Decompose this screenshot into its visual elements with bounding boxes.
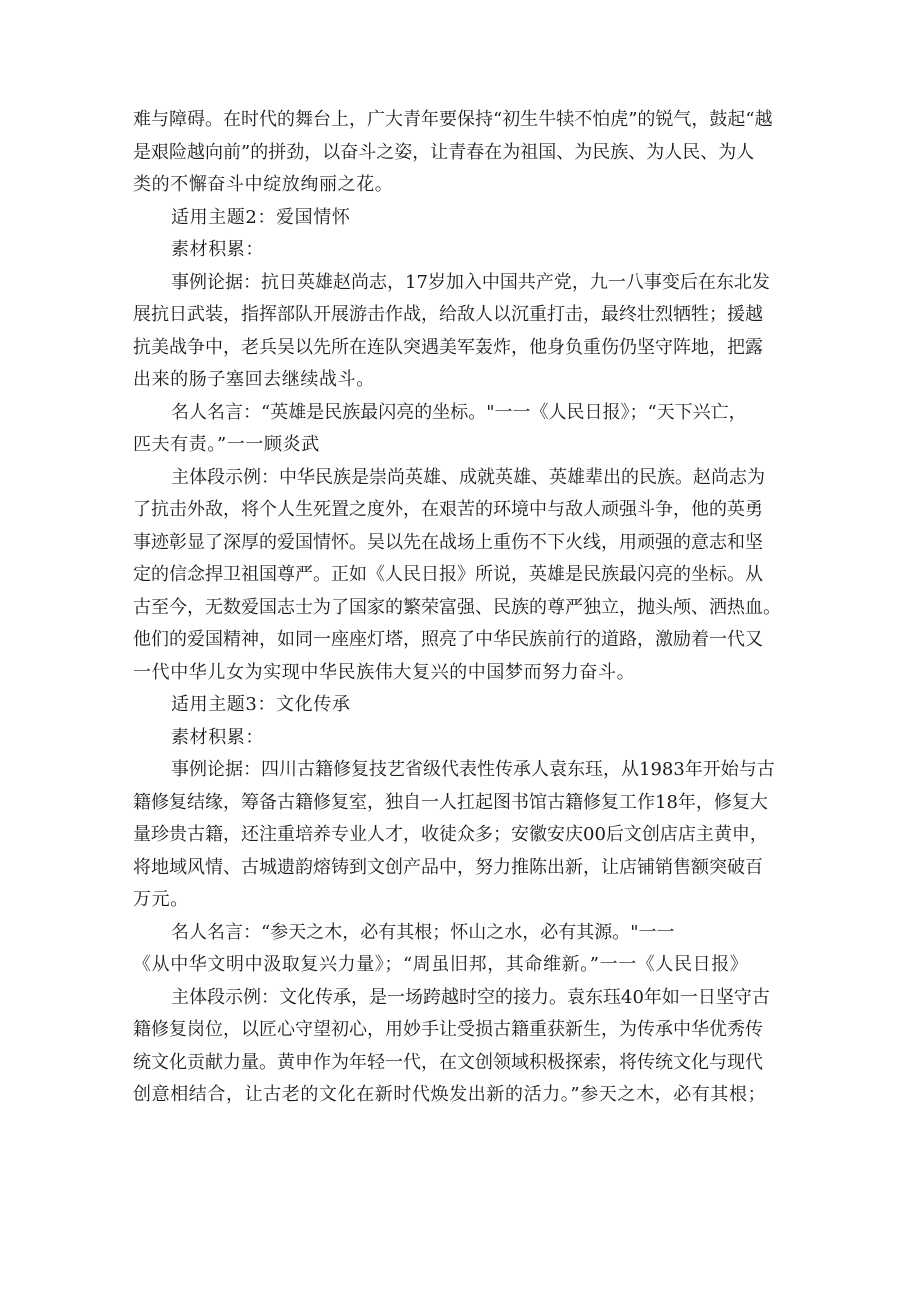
text-line: 主体段示例：文化传承，是一场跨越时空的接力。袁东珏40年如一日坚守古	[171, 986, 770, 1008]
text-line: 难与障碍。在时代的舞台上，广大青年要保持“初生牛犊不怕虎”的锐气，鼓起“越	[133, 109, 773, 130]
text-line: 名人名言：“参天之木，必有其根；怀山之水，必有其源。"一一	[171, 921, 675, 943]
text-line: 定的信念捍卫祖国尊严。正如《人民日报》所说，英雄是民族最闪亮的坐标。从	[133, 564, 763, 585]
text-line: 古至今，无数爱国志士为了国家的繁荣富强、民族的尊严独立，抛头颅、洒热血。	[133, 596, 781, 618]
text-line: 素材积累：	[171, 726, 264, 748]
text-line: 是艰险越向前”的拼劲，以奋斗之姿，让青春在为祖国、为民族、为人民、为人	[133, 141, 755, 163]
text-line: 万元。	[133, 889, 189, 910]
text-line: 统文化贡献力量。黄申作为年轻一代，在文创领域积极探索，将传统文化与现代	[133, 1051, 763, 1073]
text-line: 抗美战争中，老兵吴以先所在连队突遇美军轰炸，他身负重伤仍坚守阵地，把露	[133, 336, 763, 358]
text-line: 将地域风情、古城遗韵熔铸到文创产品中，努力推陈出新，让店铺销售额突破百	[133, 856, 763, 878]
text-line: 适用主题2：爱国情怀	[171, 206, 351, 228]
text-line: 事例论据：抗日英雄赵尚志，17岁加入中国共产党，九一八事变后在东北发	[171, 271, 770, 293]
text-line: 匹夫有责。”一一顾炎武	[133, 434, 320, 455]
text-line: 名人名言：“英雄是民族最闪亮的坐标。"一一《人民日报》；“天下兴亡，	[171, 401, 747, 423]
text-line: 籍修复岗位，以匠心守望初心，用妙手让受损古籍重获新生，为传承中华优秀传	[133, 1019, 763, 1040]
text-line: 素材积累：	[171, 239, 264, 260]
text-line: 一代中华儿女为实现中华民族伟大复兴的中国梦而努力奋斗。	[133, 661, 636, 683]
text-line: 籍修复结缘，筹备古籍修复室，独自一人扛起图书馆古籍修复工作18年，修复大	[133, 791, 768, 813]
text-line: 创意相结合，让古老的文化在新时代焕发出新的活力。”参天之木，必有其根；	[133, 1084, 767, 1105]
text-line: 适用主题3：文化传承	[171, 694, 351, 715]
text-line: 量珍贵古籍，还注重培养专业人才，收徒众多；安徽安庆00后文创店店主黄申，	[133, 824, 768, 845]
text-line: 事例论据：四川古籍修复技艺省级代表性传承人袁东珏，从1983年开始与古	[171, 759, 775, 780]
document-body	[133, 104, 793, 1112]
text-line: 展抗日武装，指挥部队开展游击作战，给敌人以沉重打击，最终壮烈牺牲；援越	[133, 304, 763, 325]
text-line: 出来的肠子塞回去继续战斗。	[133, 369, 375, 390]
text-line: 他们的爱国精神，如同一座座灯塔，照亮了中华民族前行的道路，激励着一代又	[133, 629, 763, 650]
text-line: 事迹彰显了深厚的爱国情怀。吴以先在战场上重伤不下火线，用顽强的意志和坚	[133, 531, 763, 553]
text-line: 类的不懈奋斗中绽放绚丽之花。	[133, 174, 394, 195]
text-line: 了抗击外敌，将个人生死置之度外，在艰苦的环境中与敌人顽强斗争，他的英勇	[133, 499, 763, 520]
text-line: 《从中华文明中汲取复兴力量》；“周虽旧邦，其命维新。”一一《人民日报》	[133, 954, 749, 975]
text-line: 主体段示例：中华民族是崇尚英雄、成就英雄、英雄辈出的民族。赵尚志为	[171, 466, 765, 488]
